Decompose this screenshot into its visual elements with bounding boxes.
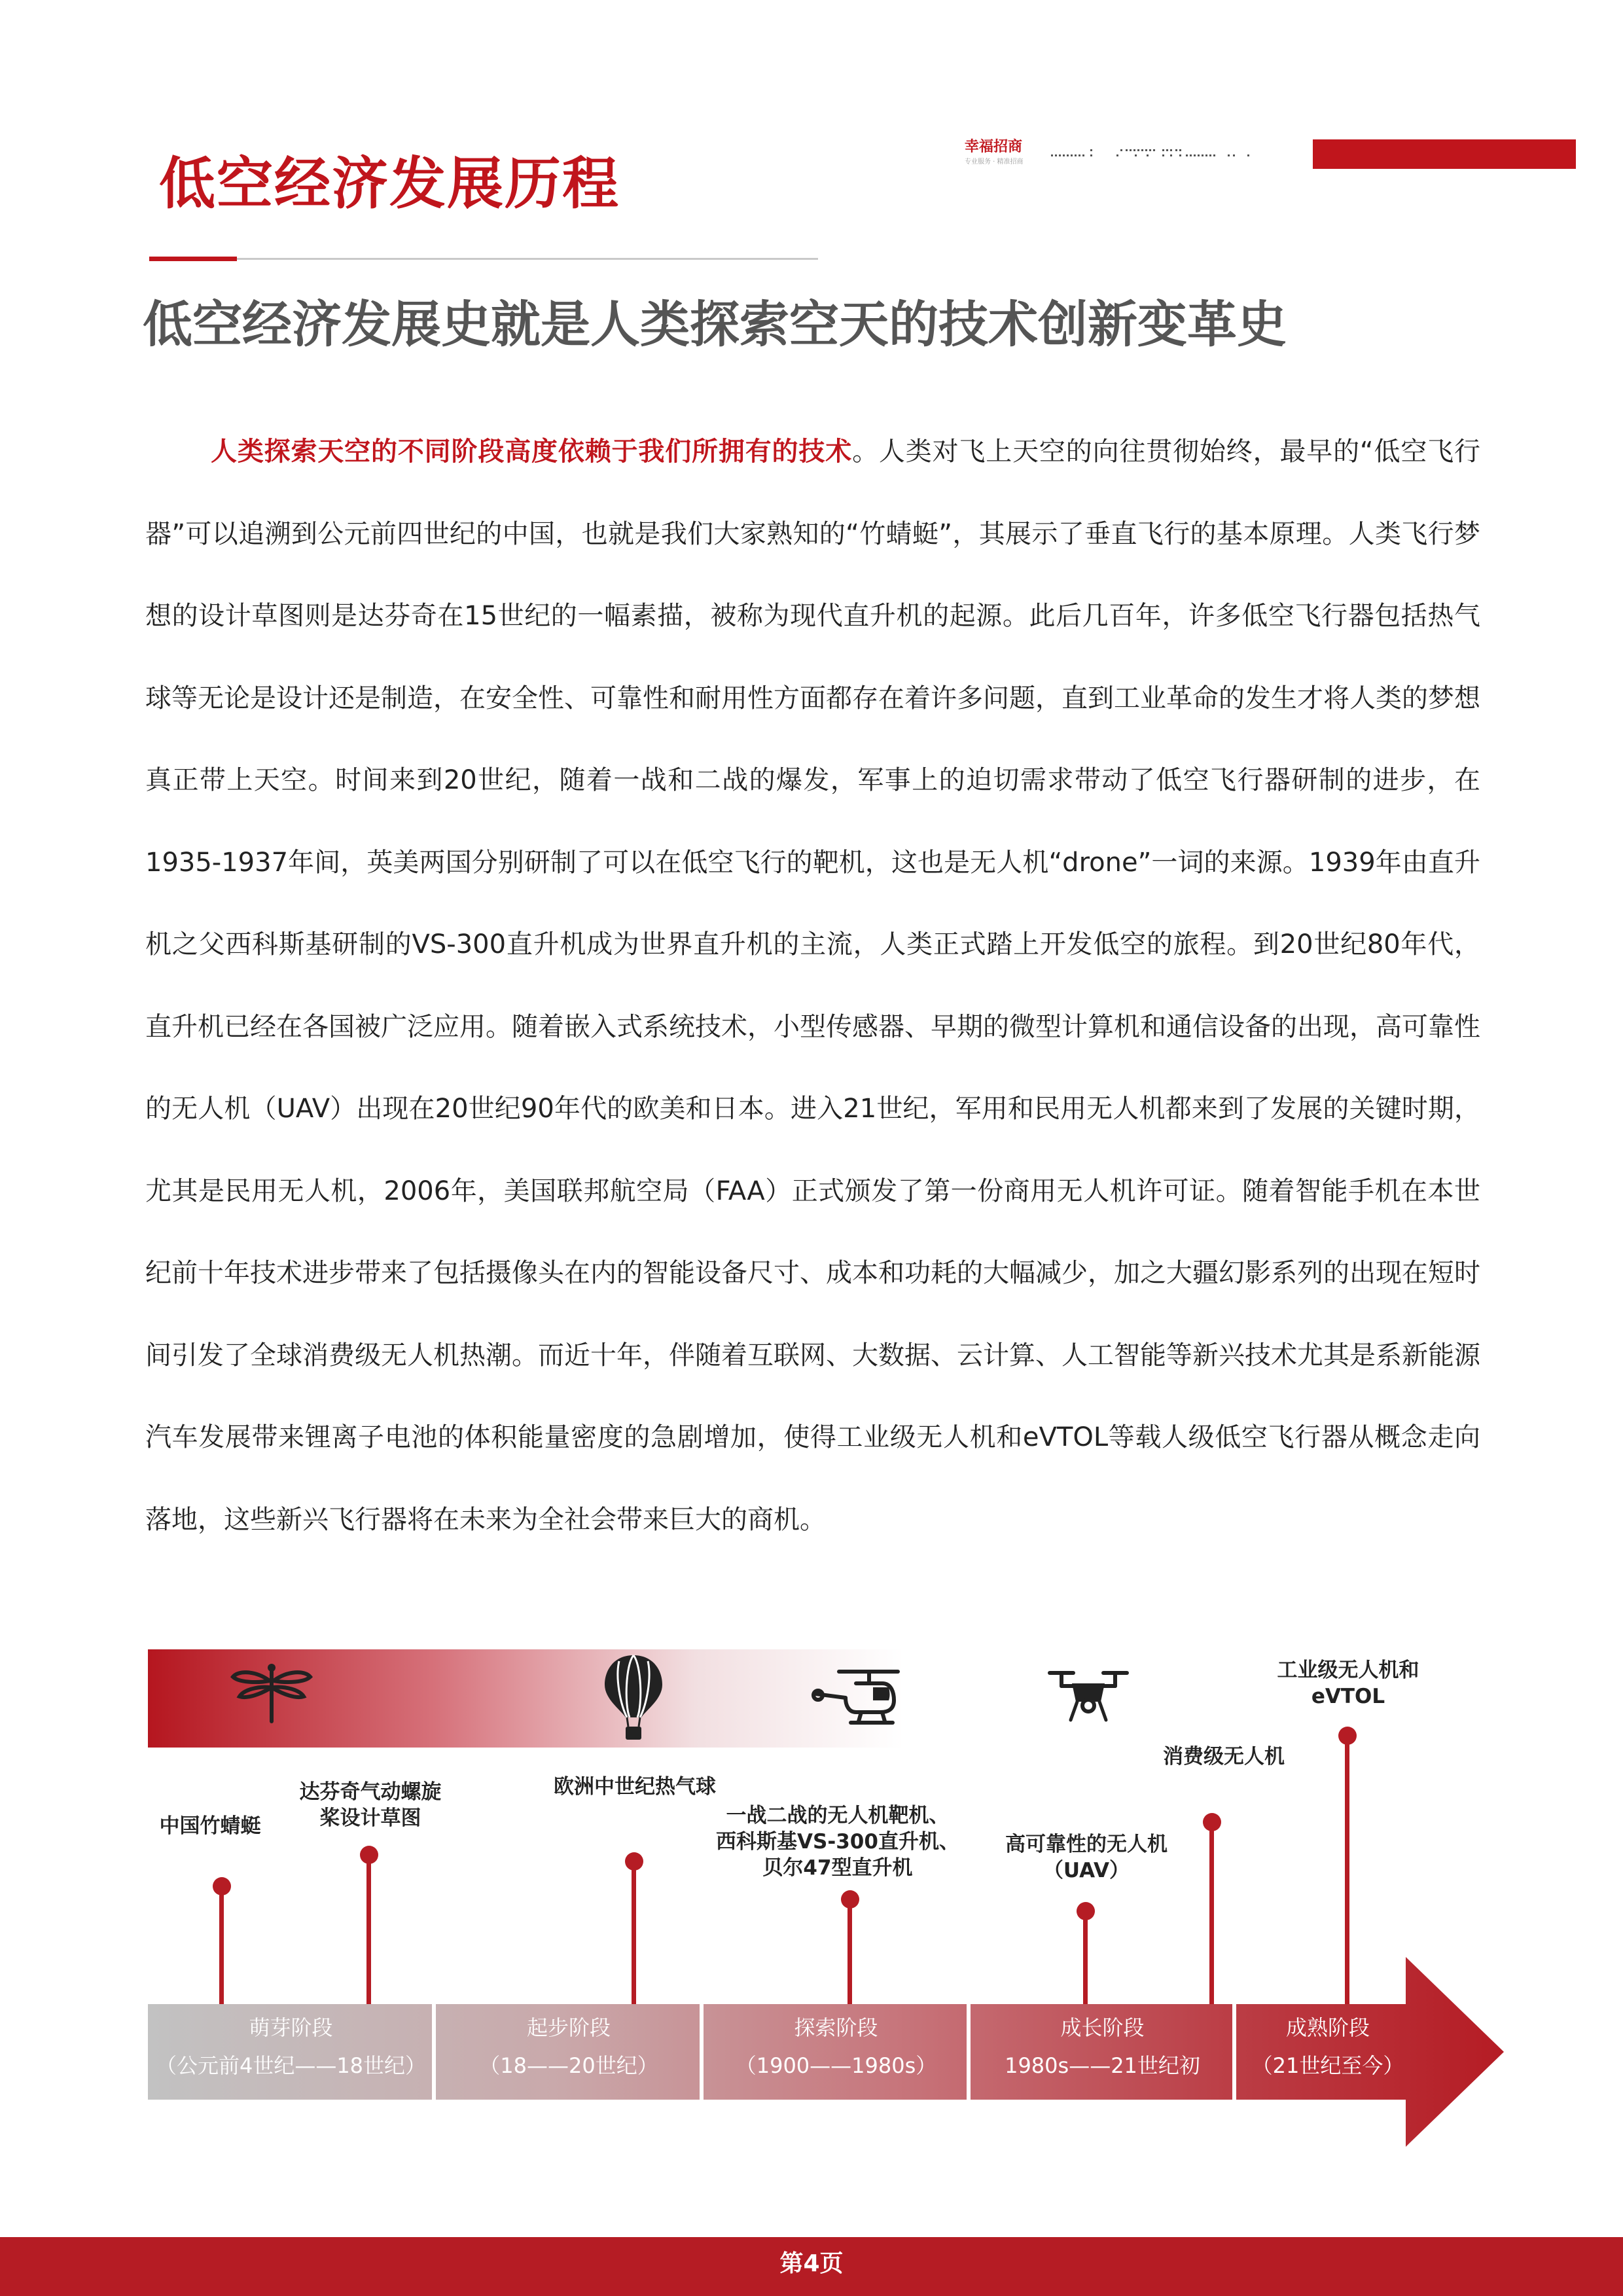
stage-period: （18——20世纪） [479,2053,658,2078]
stage-name: 起步阶段 [526,2015,611,2040]
page-number: 第4页 [779,2250,844,2277]
history-timeline [0,1636,1623,2160]
title-divider-accent [149,257,237,261]
section-subheading: 低空经济发展史就是人类探索空天的技术创新变革史 [143,295,1287,353]
title-divider [149,258,818,260]
stage-period: 1980s——21世纪初 [1005,2053,1200,2078]
page-title: 低空经济发展历程 [159,151,620,217]
stage-name: 探索阶段 [794,2015,878,2040]
stage-name: 成熟阶段 [1285,2015,1370,2040]
body-lead-sentence: 人类探索天空的不同阶段高度依赖于我们所拥有的技术 [211,437,853,467]
timeline-event-label: 高可靠性的无人机 （UAV） [1005,1833,1168,1882]
timeline-marker-dot [1077,1902,1095,1920]
brand-name: 幸福招商 [965,139,1023,155]
timeline-marker-dot [625,1852,643,1871]
timeline-event-label: 中国竹蜻蜓 [159,1814,261,1838]
stage-period: （公元前4世纪——18世纪） [155,2053,427,2078]
stage-period: （21世纪至今） [1251,2053,1404,2078]
dragonfly-icon [229,1661,314,1727]
timeline-marker-dot [213,1877,231,1895]
timeline-event-label: 一战二战的无人机靶机、 西科斯基VS-300直升机、 贝尔47型直升机 [716,1804,959,1880]
body-paragraph [145,411,1480,1561]
timeline-stage [436,2004,702,2100]
timeline-event-label: 欧洲中世纪热气球 [554,1775,716,1799]
timeline-event-label: 消费级无人机 [1163,1745,1285,1768]
timeline-stage [704,2004,969,2100]
timeline-stage [971,2004,1234,2100]
timeline-stage [148,2004,434,2100]
brand-logo [965,139,1043,171]
body-text: 。人类对飞上天空的向往贯彻始终，最早的“低空飞行器”可以追溯到公元前四世纪的中国，也就是我们大家熟知的“竹蜻蜓”，其展示了垂直飞行的基本原理。人类飞行梦想的设计草图则是达芬奇在15世纪的一幅素描，被称为现代直升机的起源。此后几百年，许多低空飞行器包括热气球等无论是设计还是制造，在安全性、可靠性和耐用性方面都存在着许多问题，直到工业革命的发生才将人类的梦想真正带上天空。时间来到20世纪，随着一战和二战的爆发，军事上的迫切需求带动了低空飞行器研制的进步，在1935-1937年间，英美两国分别研制了可以在低空飞行的靶机，这也是无人机“drone”一词的来源。1939年由直升机之父西科斯基研制的VS-300直升机成为世界直升机的主流，人类正式踏上开发低空的旅程。到20世纪80年代，直升机已经在各国被广泛应用。随着嵌入式系统技术，小型传感器、早期的微型计算机和通信设备的出现，高可靠性的无人机（UAV）出现在20世纪90年代的欧美和日本。进入21世纪，军用和民用无人机都来到了发展的关键时期，尤其是民用无人机，2006年，美国联邦航空局（FAA）正式颁发了第一份商用无人机许可证。随着智能手机在本世纪前十年技术进步带来了包括摄像头在内的智能设备尺寸、成本和功耗的大幅减少，加之大疆幻影系列的出现在短时间引发了全球消费级无人机热潮。而近十年，伴随着互联网、大数据、云计算、人工智能等新兴技术尤其是系新能源汽车发展带来锂离子电池的体积能量密度的急剧增加，使得工业级无人机和eVTOL等载人级低空飞行器从概念走向落地，这些新兴飞行器将在未来为全社会带来巨大的商机。 [145,437,1480,1535]
timeline-stage [1236,2004,1419,2100]
stage-name: 萌芽阶段 [249,2015,333,2040]
timeline-marker-dot [360,1846,378,1864]
header-accent-bar [1313,139,1576,169]
timeline-marker-dot [1203,1813,1221,1831]
drone-icon [1046,1666,1131,1732]
helicopter-icon [810,1664,902,1729]
stage-name: 成长阶段 [1060,2015,1145,2040]
timeline-event-label: 工业级无人机和 eVTOL [1277,1659,1419,1708]
timeline-event-label: 达芬奇气动螺旋 桨设计草图 [299,1780,442,1830]
hot-air-balloon-icon [601,1652,666,1744]
timeline-marker-dot [1338,1727,1357,1745]
header-decoration-dots [1051,143,1290,162]
timeline-marker-dot [841,1890,859,1909]
stage-period: （1900——1980s） [735,2053,937,2078]
brand-tagline: 专业服务 · 精准招商 [965,158,1024,166]
